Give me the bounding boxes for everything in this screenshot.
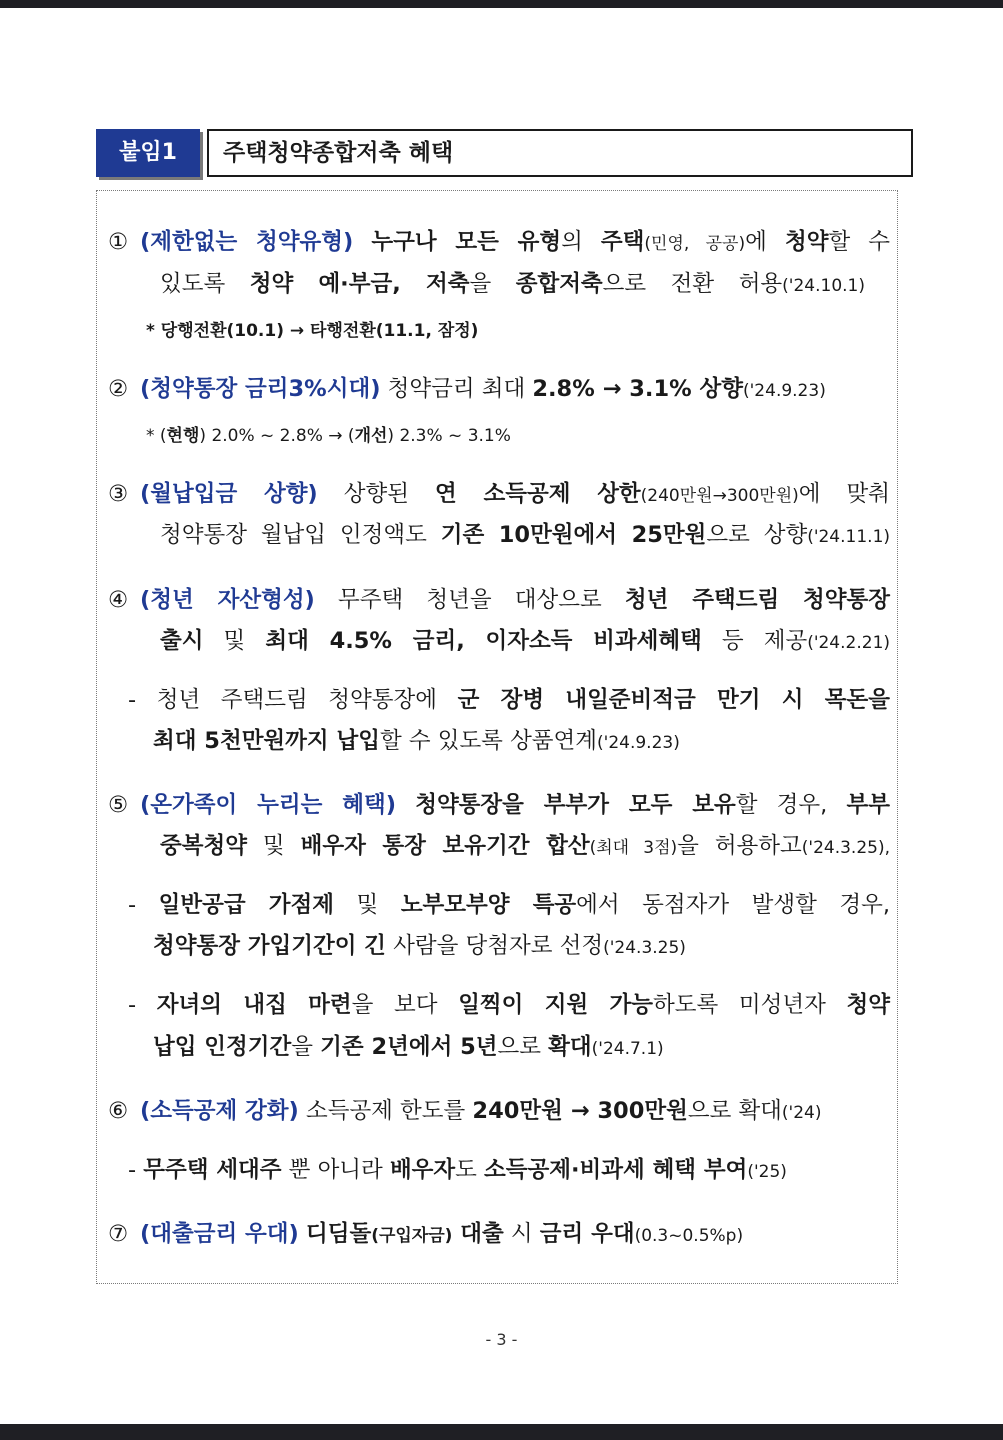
- item-5-sub-1-line-2: 청약통장 가입기간이 긴 사람을 당첨자로 선정('24.3.25): [153, 933, 686, 959]
- bottom-edge-bar: [0, 1424, 1003, 1440]
- item-1-line-2: 있도록 청약 예·부금, 저축을 종합저축으로 전환 허용('24.10.1): [160, 271, 865, 297]
- item-5-sub-2-line-1: - 자녀의 내집 마련을 보다 일찍이 지원 가능하도록 미성년자 청약: [128, 992, 890, 1018]
- item-5-sub-1-line-1: - 일반공급 가점제 및 노부모부양 특공에서 동점자가 발생할 경우,: [128, 892, 890, 918]
- item-6-line-1: ⑥ (소득공제 강화) 소득공제 한도를 240만원 → 300만원으로 확대('24): [108, 1098, 822, 1124]
- section-header: [96, 129, 901, 177]
- item-1-note: * 당행전환(10.1) → 타행전환(11.1, 잠정): [146, 321, 479, 341]
- item-4-sub-line-2: 최대 5천만원까지 납입할 수 있도록 상품연계('24.9.23): [153, 728, 680, 754]
- section-title: 주택청약종합저축 혜택: [207, 129, 913, 177]
- item-1-line-1: ① (제한없는 청약유형) 누구나 모든 유형의 주택(민영, 공공)에 청약할 수: [108, 229, 891, 255]
- item-4-line-2: 출시 및 최대 4.5% 금리, 이자소득 비과세혜택 등 제공('24.2.21): [160, 628, 891, 654]
- item-5-line-1: ⑤ (온가족이 누리는 혜택) 청약통장을 부부가 모두 보유할 경우, 부부: [108, 792, 890, 818]
- item-2-note: * (현행) 2.0% ~ 2.8% → (개선) 2.3% ~ 3.1%: [146, 426, 511, 446]
- item-5-sub-2-line-2: 납입 인정기간을 기존 2년에서 5년으로 확대('24.7.1): [153, 1034, 664, 1060]
- item-7-line-1: ⑦ (대출금리 우대) 디딤돌(구입자금) 대출 시 금리 우대(0.3~0.5%p): [108, 1221, 744, 1247]
- item-2-line-1: ② (청약통장 금리3%시대) 청약금리 최대 2.8% → 3.1% 상향('24.9.23): [108, 376, 826, 402]
- item-3-line-1: ③ (월납입금 상향) 상향된 연 소득공제 상한(240만원→300만원)에 맞춰: [108, 481, 891, 507]
- item-3-line-2: 청약통장 월납입 인정액도 기존 10만원에서 25만원으로 상향('24.11.1): [160, 522, 891, 548]
- item-4-line-1: ④ (청년 자산형성) 무주택 청년을 대상으로 청년 주택드림 청약통장: [108, 587, 890, 613]
- page-number: - 3 -: [485, 1330, 518, 1349]
- item-4-sub-line-1: - 청년 주택드림 청약통장에 군 장병 내일준비적금 만기 시 목돈을: [128, 687, 890, 713]
- item-5-line-2: 중복청약 및 배우자 통장 보유기간 합산(최대 3점)을 허용하고('24.3.25),: [160, 833, 890, 859]
- attachment-badge: 붙임1: [96, 129, 200, 177]
- top-edge-bar: [0, 0, 1003, 8]
- item-6-sub-line: - 무주택 세대주 뿐 아니라 배우자도 소득공제·비과세 혜택 부여('25): [128, 1157, 787, 1183]
